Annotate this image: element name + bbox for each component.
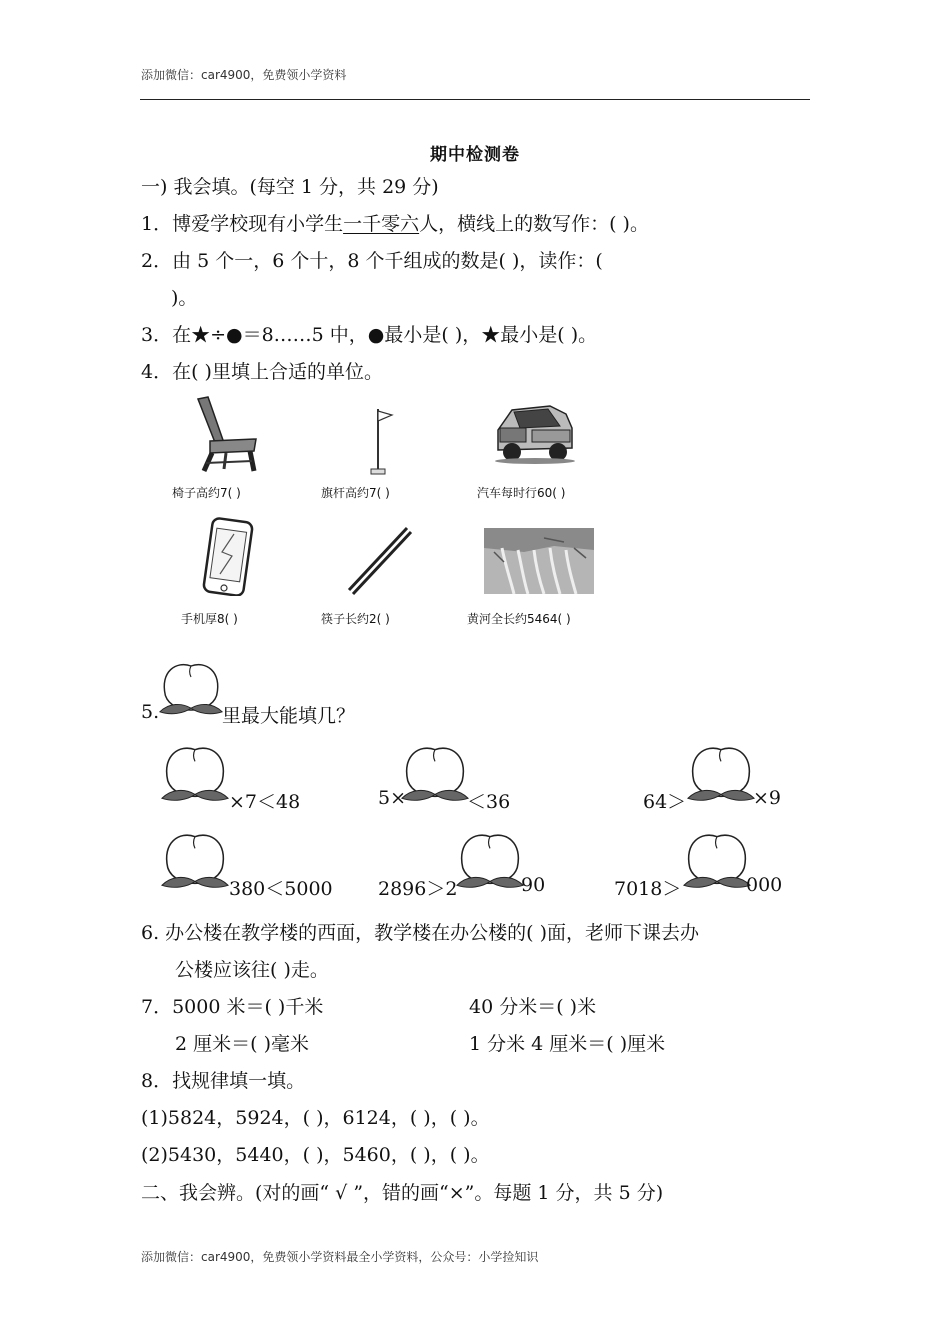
q5-expr-2-before: 5× <box>378 787 407 809</box>
question-1 <box>141 212 649 236</box>
q5-prefix: 5. <box>141 701 160 723</box>
page-title: 期中检测卷 <box>430 145 520 165</box>
question-8-1: (1)5824，5924，( )，6124，( )，( )。 <box>141 1107 490 1129</box>
header-rule <box>140 99 810 100</box>
flagpole-picture <box>360 405 400 477</box>
yellow-river-picture <box>484 528 594 594</box>
peach-icon <box>686 742 756 804</box>
peach-icon <box>158 657 224 719</box>
q1-suffix: 人，横线上的数写作：( )。 <box>419 213 649 235</box>
peach-icon <box>160 742 230 804</box>
peach-icon <box>455 829 525 891</box>
q1-underlined: 一千零六 <box>343 213 420 235</box>
caption-car: 汽车每时行60( ) <box>477 486 566 500</box>
q5-expr-5-before: 2896＞2 <box>378 878 458 900</box>
q5-expr-4: 380＜5000 <box>229 878 333 900</box>
peach-icon <box>682 829 752 891</box>
q5-expr-1: ×7＜48 <box>229 791 301 813</box>
q1-prefix: 1．博爱学校现有小学生 <box>141 213 344 235</box>
question-8: 8．找规律填一填。 <box>141 1070 306 1092</box>
caption-chopsticks: 筷子长约2( ) <box>321 612 390 626</box>
q5-expr-2-after: ＜36 <box>467 791 511 813</box>
section2-heading: 二、我会辨。(对的画“ √ ”，错的画“×”。每题 1 分，共 5 分) <box>141 1182 664 1204</box>
q5-expr-6-after: 000 <box>746 874 783 896</box>
question-7b: 40 分米＝( )米 <box>469 996 597 1018</box>
q5-expr-3-before: 64＞ <box>643 791 687 813</box>
q5-expr-3-after: ×9 <box>753 787 782 809</box>
question-2-line2: )。 <box>171 287 198 309</box>
caption-chair: 椅子高约7( ) <box>172 486 241 500</box>
question-3: 3．在★÷●＝8……5 中，●最小是( )，★最小是( )。 <box>141 324 598 346</box>
header-text: 添加微信：car4900，免费领小学资料 <box>141 68 347 82</box>
caption-phone: 手机厚8( ) <box>181 612 238 626</box>
question-6-line2: 公楼应该往( )走。 <box>175 959 329 981</box>
question-7c: 2 厘米＝( )毫米 <box>175 1033 309 1055</box>
question-7a: 7．5000 米＝( )千米 <box>141 996 324 1018</box>
phone-picture <box>200 516 256 596</box>
section1-heading: 一) 我会填。(每空 1 分，共 29 分) <box>141 176 439 198</box>
truck-picture <box>490 400 580 465</box>
q5-expr-5-after: 90 <box>521 874 546 896</box>
question-6-line1: 6. 办公楼在教学楼的西面，教学楼在办公楼的( )面，老师下课去办 <box>141 922 700 944</box>
caption-yellow-river: 黄河全长约5464( ) <box>467 612 571 626</box>
caption-flagpole: 旗杆高约7( ) <box>321 486 390 500</box>
chopsticks-picture <box>345 524 415 596</box>
question-2-line1: 2．由 5 个一，6 个十，8 个千组成的数是( )，读作：( <box>141 250 603 272</box>
chair-picture <box>190 395 260 475</box>
footer-text: 添加微信：car4900，免费领小学资料最全小学资料，公众号：小学捡知识 <box>141 1250 539 1264</box>
question-8-2: (2)5430，5440，( )，5460，( )，( )。 <box>141 1144 490 1166</box>
q5-suffix: 里最大能填几？ <box>222 705 356 727</box>
question-7d: 1 分米 4 厘米＝( )厘米 <box>469 1033 666 1055</box>
peach-icon <box>160 829 230 891</box>
q5-expr-6-before: 7018＞ <box>614 878 682 900</box>
question-4: 4．在( )里填上合适的单位。 <box>141 361 383 383</box>
peach-icon <box>400 742 470 804</box>
